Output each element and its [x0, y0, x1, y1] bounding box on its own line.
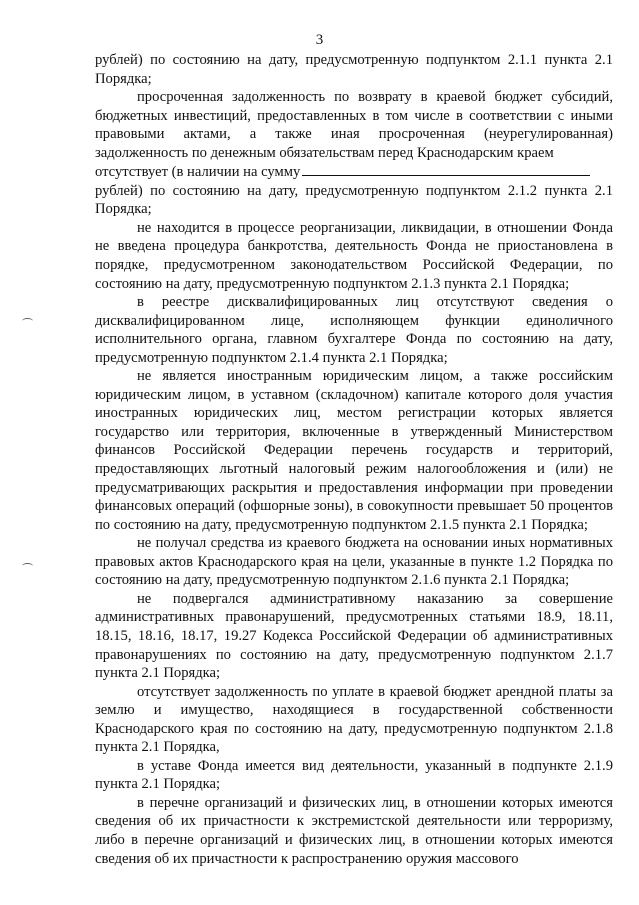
- paragraph: не находится в процессе реорганизации, ликвидации, в отношении Фонда не введена процедура банкротства, деятельность Фонда не приостановлена в порядке, предусмотренном законодательством Российской Федерации, по состоянию на дату, предусмотренную подпунктом 2.1.3 пункта 2.1 Порядка;: [95, 219, 613, 292]
- page-number: 3: [315, 32, 324, 48]
- paragraph: рублей) по состоянию на дату, предусмотренную подпунктом 2.1.1 пункта 2.1 Порядка;: [95, 52, 613, 87]
- paragraph: в реестре дисквалифицированных лиц отсутствуют сведения о дисквалифицированном лице, исполняющем функции единоличного исполнительного органа, главном бухгалтере Фонда по состоянию на дату, предусмотренную подпунктом 2.1.4 пункта 2.1 Порядка;: [95, 294, 613, 366]
- margin-punch-mark: [22, 318, 33, 324]
- document-body: [95, 51, 613, 868]
- margin-punch-mark: [22, 563, 33, 569]
- paragraph: не подвергался административному наказанию за совершение административных правонарушений, предусмотренных статьями 18.9, 18.11, 18.15, 18.16, 18.17, 19.27 Кодекса Российской Федерации об административных правонарушениях по состоянию на дату, предусмотренную подпунктом 2.1.7 пункта 2.1 Порядка;: [95, 590, 613, 682]
- paragraph: просроченная задолженность по возврату в краевой бюджет субсидий, бюджетных инвестиций, предоставленных в том числе в соответствии с иными правовыми актами, а также иная просроченная (неурегулированная) задолженность по денежным обязательствам перед Краснодарским краем: [95, 89, 613, 161]
- paragraph: не является иностранным юридическим лицом, а также российским юридическим лицом, в уставном (складочном) капитале которого доля участия иностранных юридических лиц, местом регистрации которых является государство или территория, включенные в утвержденный Министерством финансов Российской Федерации перечень государств и территорий, предоставляющих льготный налоговый режим налогообложения и (или) не предусматривающих раскрытия и предоставления информации при проведении финансовых операций (офшорные зоны), в совокупности превышает 50 процентов по состоянию на дату, предусмотренную подпунктом 2.1.5 пункта 2.1 Порядка;: [95, 368, 613, 533]
- paragraph: в перечне организаций и физических лиц, в отношении которых имеются сведения об их причастности к экстремистской деятельности или терроризму, либо в перечне организаций и физических лиц, в отношении которых имеются сведения об их причастности к распространению оружия массового: [95, 794, 613, 867]
- paragraph: рублей) по состоянию на дату, предусмотренную подпунктом 2.1.2 пункта 2.1 Порядка;: [95, 182, 613, 218]
- paragraph: в уставе Фонда имеется вид деятельности, указанный в подпункте 2.1.9 пункта 2.1 Порядка;: [95, 757, 613, 793]
- paragraph: отсутствует задолженность по уплате в краевой бюджет арендной платы за землю и имущество, находящиеся в государственной собственности Краснодарского края по состоянию на дату, предусмотренную подпунктом 2.1.8 пункта 2.1 Порядка,: [95, 683, 613, 756]
- blank-amount-line: [302, 162, 590, 176]
- paragraph: не получал средства из краевого бюджета на основании иных нормативных правовых актов Краснодарского края на цели, указанные в пункте 1.2 Порядка по состоянию на дату, предусмотренную подпунктом 2.1.6 пункта 2.1 Порядка;: [95, 535, 613, 589]
- paragraph-text: отсутствует (в наличии на сумму: [95, 164, 301, 181]
- paragraph-with-blank: [95, 162, 613, 182]
